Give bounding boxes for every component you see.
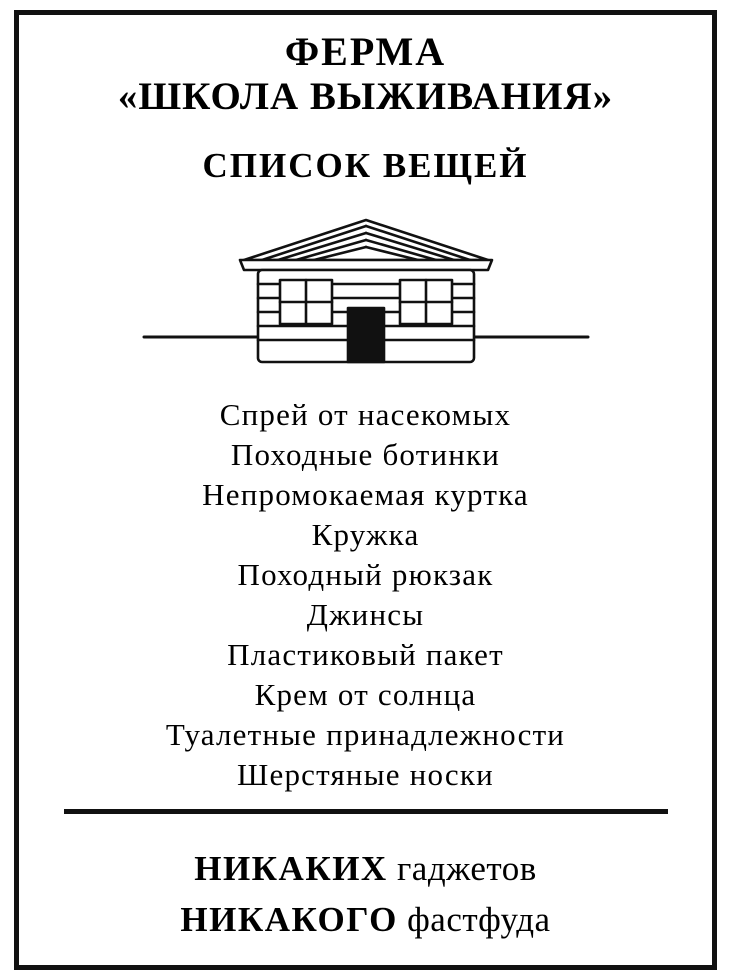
list-item: Походные ботинки bbox=[230, 437, 501, 473]
poster-title-line-2: «ШКОЛА ВЫЖИВАНИЯ» bbox=[117, 74, 614, 118]
log-cabin-icon bbox=[136, 212, 596, 377]
footer-line-2-rest: фастфуда bbox=[407, 900, 551, 940]
list-item: Спрей от насекомых bbox=[219, 397, 512, 433]
title-block bbox=[40, 30, 691, 118]
footer-line-1-rest: гаджетов bbox=[396, 849, 537, 889]
footer-line-1-strong: НИКАКИХ bbox=[194, 849, 388, 889]
poster-title-line-1: ФЕРМА bbox=[284, 29, 447, 74]
poster-subtitle: СПИСОК ВЕЩЕЙ bbox=[202, 146, 529, 186]
list-item: Непромокаемая куртка bbox=[202, 477, 529, 513]
list-item: Крем от солнца bbox=[254, 677, 477, 713]
illustration-wrap bbox=[40, 212, 691, 377]
footer-line-1 bbox=[40, 844, 691, 895]
packing-list bbox=[40, 395, 691, 795]
list-item: Джинсы bbox=[306, 597, 425, 633]
list-item: Туалетные принадлежности bbox=[165, 717, 566, 753]
list-item: Пластиковый пакет bbox=[227, 637, 504, 673]
footer-rules bbox=[40, 844, 691, 946]
list-item: Кружка bbox=[311, 517, 420, 553]
list-item: Шерстяные носки bbox=[237, 757, 494, 793]
footer-line-2 bbox=[40, 895, 691, 946]
list-item: Походный рюкзак bbox=[237, 557, 494, 593]
divider bbox=[64, 809, 668, 814]
footer-line-2-strong: НИКАКОГО bbox=[180, 900, 398, 940]
